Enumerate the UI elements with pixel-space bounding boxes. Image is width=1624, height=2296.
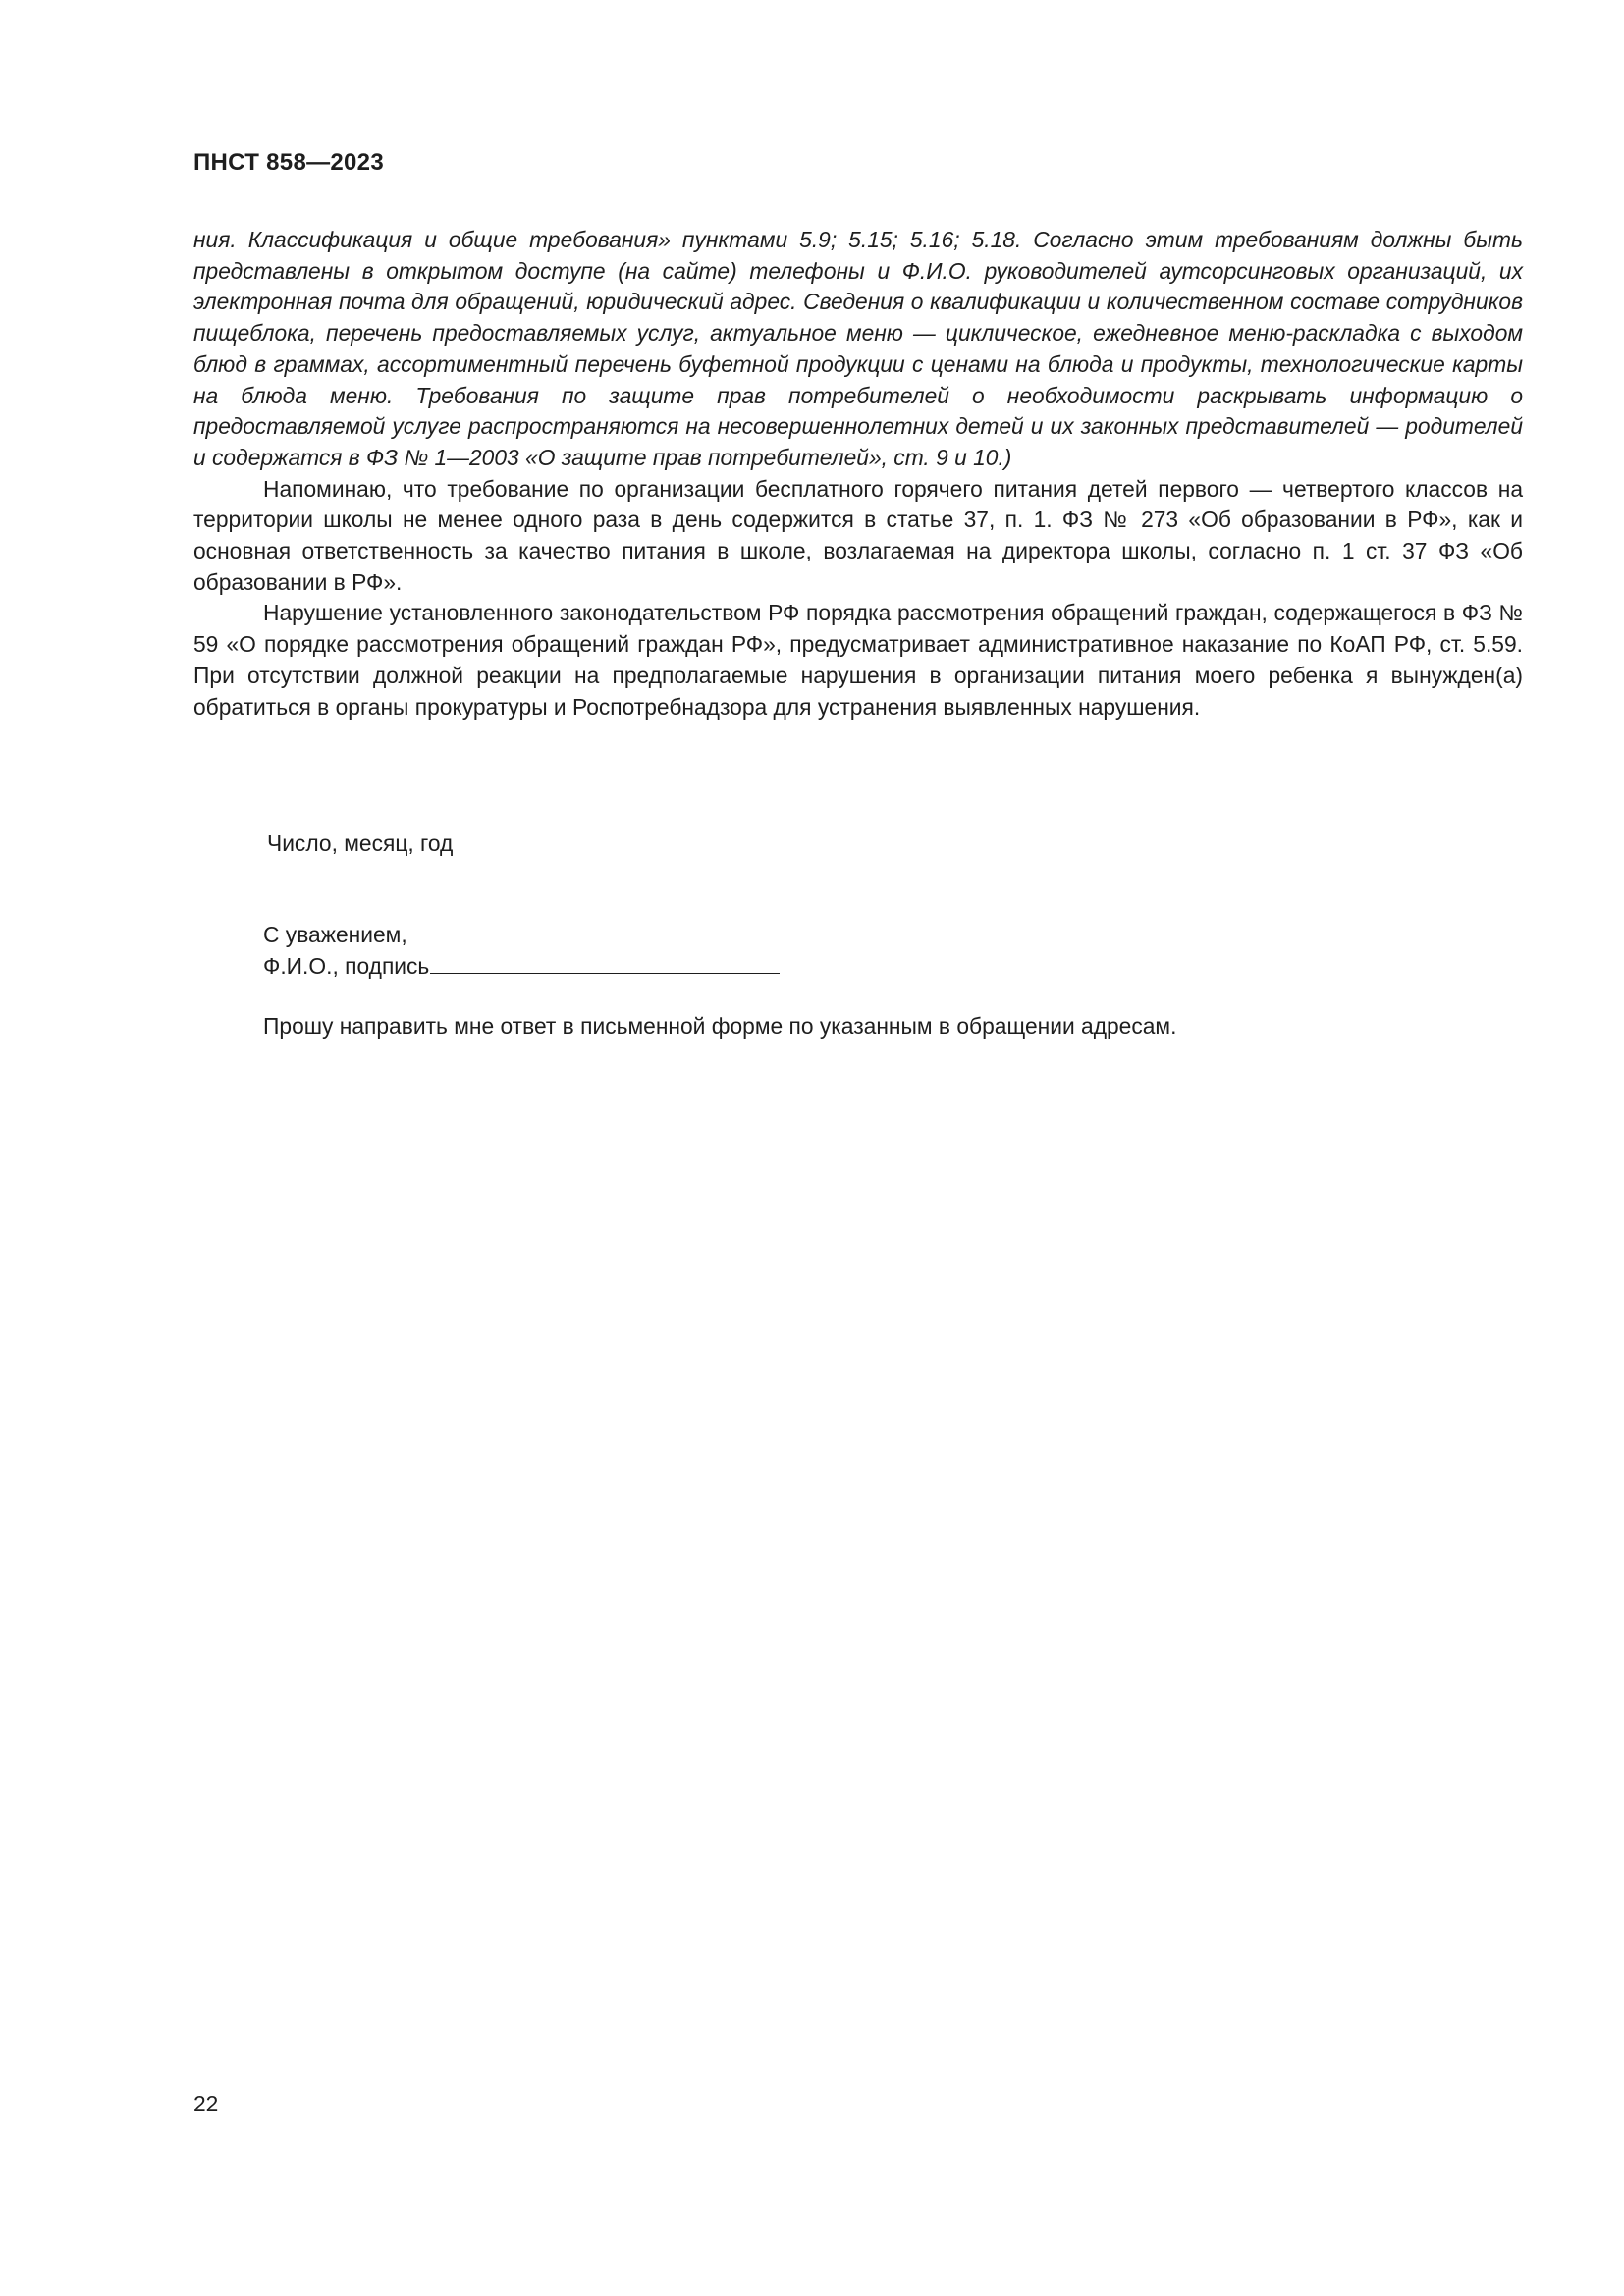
page-number: 22 — [193, 2091, 219, 2116]
signature-line — [263, 951, 780, 983]
body-text — [193, 225, 1523, 722]
paragraph-continuation-italic: ния. Классификация и общие требования» пунктами 5.9; 5.15; 5.16; 5.18. Согласно этим требованиям должны быть представлены в открытом доступе (на сайте) телефоны и Ф.И.О. руководителей аутсорсинговых организаций, их электронная почта для обращений, юридический адрес. Сведения о квалификации и количественном составе сотрудников пищеблока, перечень предоставляемых услуг, актуальное меню — циклическое, ежедневное меню-раскладка с выходом блюд в граммах, ассортиментный перечень буфетной продукции с ценами на блюда и продукты, технологические карты на блюда меню. Требования по защите прав потребителей о необходимости раскрывать информацию о предоставляемой услуге распространяются на несовершеннолетних детей и их законных представителей — родителей и содержатся в ФЗ № 1—2003 «О защите прав потребителей», ст. 9 и 10.) — [193, 227, 1523, 470]
signature-label: Ф.И.О., подпись — [263, 953, 430, 979]
reply-request-text: Прошу направить мне ответ в письменной форме по указанным в обращении адресам. — [263, 1013, 1177, 1039]
signature-blank — [430, 951, 780, 974]
paragraph-school-meals-requirement: Напоминаю, что требование по организации бесплатного горячего питания детей первого — четвертого классов на территории школы не менее одного раза в день содержится в статье 37, п. 1. ФЗ № 273 «Об образовании в РФ», как и основная ответственность за качество питания в школе, возлагаемая на директора школы, согласно п. 1 ст. 37 ФЗ «Об образовании в РФ». — [193, 475, 1523, 595]
paragraph-violation-notice: Нарушение установленного законодательством РФ порядка рассмотрения обращений граждан, содержащегося в ФЗ № 59 «О порядке рассмотрения обращений граждан РФ», предусматривает административное наказание по КоАП РФ, ст. 5.59. При отсутствии должной реакции на предполагаемые нарушения в организации питания моего ребенка я вынужден(а) обратиться в органы прокуратуры и Роспотребнадзора для устранения выявленных нарушения. — [193, 600, 1523, 720]
date-label: Число, месяц, год — [267, 830, 454, 856]
closing-phrase: С уважением, — [263, 922, 407, 947]
document-code-header: ПНСТ 858—2023 — [193, 149, 384, 176]
